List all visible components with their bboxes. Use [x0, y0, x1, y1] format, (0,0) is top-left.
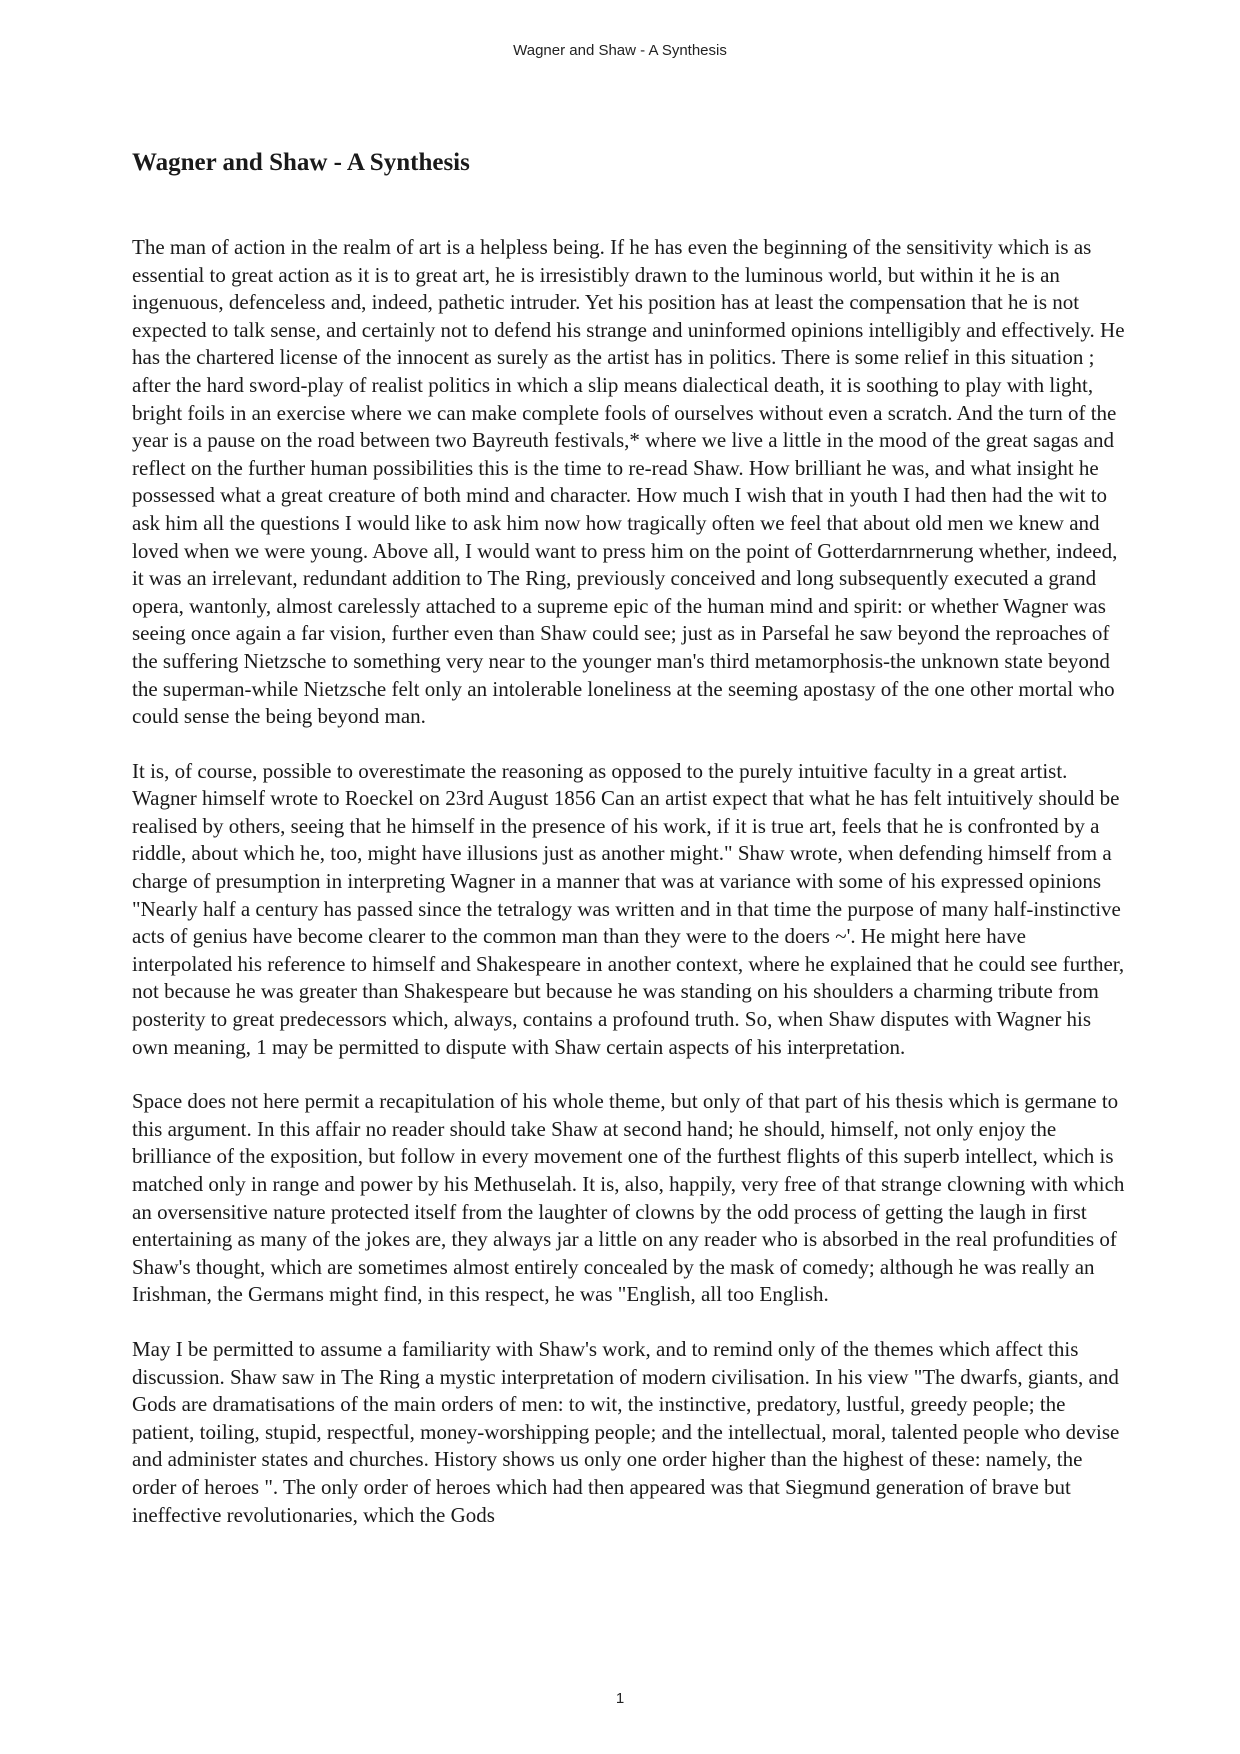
- page-number: 1: [615, 1690, 625, 1707]
- running-header: Wagner and Shaw - A Synthesis: [513, 42, 727, 59]
- paragraph-4: May I be permitted to assume a familiarity with Shaw's work, and to remind only of the themes which affect this discussion. Shaw saw in The Ring a mystic interpretation of modern civilisation. In his view "The dwarfs, giants, and Gods are dramatisations of the main orders of men: to wit, the instinctive, predatory, lustful, greedy people; the patient, toiling, stupid, respectful, money-worshipping people; and the intellectual, moral, talented people who devise and administer states and churches. History shows us only one order higher than the highest of these: namely, the order of heroes ". The only order of heroes which had then appeared was that Siegmund generation of brave but ineffective revolutionaries, which the Gods: [132, 1336, 1120, 1527]
- paragraph-1: The man of action in the realm of art is a helpless being. If he has even the beginning of the sensitivity which is as essential to great action as it is to great art, he is irresistibly drawn to the luminous world, but within it he is an ingenuous, defenceless and, indeed, pathetic intruder. Yet his position has at least the compensation that he is not expected to talk sense, and certainly not to defend his strange and uninformed opinions intelligibly and effectively. He has the chartered license of the innocent as surely as the artist has in politics. There is some relief in this situation ; after the hard sword-play of realist politics in which a slip means dialectical death, it is soothing to play with light, bright foils in an exercise where we can make complete fools of ourselves without even a scratch. And the turn of the year is a pause on the road between two Bayreuth festivals,* where we live a little in the mood of the great sagas and reflect on the further human possibilities this is the time to re-read Shaw. How brilliant he was, and what insight he possessed what a great creature of both mind and character. How much I wish that in youth I had then had the wit to ask him all the questions I would like to ask him now how tragically often we feel that about old men we knew and loved when we were young. Above all, I would want to press him on the point of Gotterdarnrnerung whether, indeed, it was an irrelevant, redundant addition to The Ring, previously conceived and long subsequently executed a grand opera, wantonly, almost carelessly attached to a supreme epic of the human mind and spirit: or whether Wagner was seeing once again a far vision, further even than Shaw could see; just as in Parsefal he saw beyond the reproaches of the suffering Nietzsche to something very near to the younger man's third metamorphosis-the unknown state beyond the superman-while Nietzsche felt only an intolerable loneliness at the seeming apostasy of the one other mortal who could sense the being beyond man.: [132, 235, 1125, 729]
- paragraph-2: It is, of course, possible to overestimate the reasoning as opposed to the purely intuitive faculty in a great artist. Wagner himself wrote to Roeckel on 23rd August 1856 Can an artist expect that what he has felt intuitively should be realised by others, seeing that he himself in the presence of his work, if it is true art, feels that he is confronted by a riddle, about which he, too, might have illusions just as another might." Shaw wrote, when defending himself from a charge of presumption in interpreting Wagner in a manner that was at variance with some of his expressed opinions "Nearly half a century has passed since the tetralogy was written and in that time the purpose of many half-instinctive acts of genius have become clearer to the common man than they were to the doers ~'. He might here have interpolated his reference to himself and Shakespeare in another context, where he explained that he could see further, not because he was greater than Shakespeare but because he was standing on his shoulders a charming tribute from posterity to great predecessors which, always, contains a profound truth. So, when Shaw disputes with Wagner his own meaning, 1 may be permitted to dispute with Shaw certain aspects of his interpretation.: [132, 758, 1125, 1059]
- document-body: [132, 148, 1127, 1556]
- paragraph-3: Space does not here permit a recapitulation of his whole theme, but only of that part of his thesis which is germane to this argument. In this affair no reader should take Shaw at second hand; he should, himself, not only enjoy the brilliance of the exposition, but follow in every movement one of the furthest flights of this superb intellect, which is matched only in range and power by his Methuselah. It is, also, happily, very free of that strange clowning with which an oversensitive nature protected itself from the laughter of clowns by the odd process of getting the laugh in first entertaining as many of the jokes are, they always jar a little on any reader who is absorbed in the real profundities of Shaw's thought, which are sometimes almost entirely concealed by the mask of comedy; although he was really an Irishman, the Germans might find, in this respect, he was "English, all too English.: [132, 1089, 1125, 1307]
- document-title: Wagner and Shaw - A Synthesis: [132, 149, 470, 176]
